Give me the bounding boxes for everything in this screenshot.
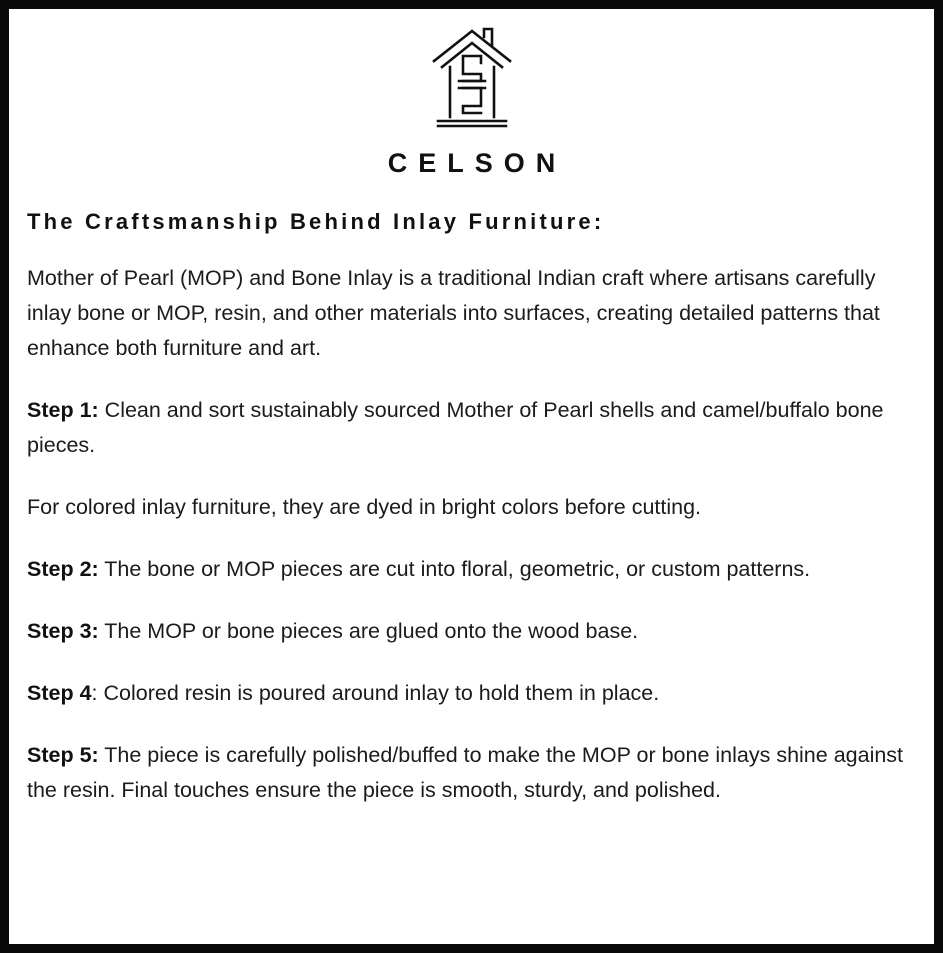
body-copy [27, 261, 916, 808]
step-paragraph [27, 552, 916, 587]
step-paragraph [27, 738, 916, 808]
page-title: The Craftsmanship Behind Inlay Furniture: [27, 209, 605, 234]
step-label: Step 1: [27, 398, 99, 422]
brand-name: CELSON [387, 148, 567, 178]
step-label: Step 3: [27, 619, 99, 643]
step-label: Step 5: [27, 743, 99, 767]
step-text: The piece is carefully polished/buffed to make the MOP or bone inlays shine against the resin. Final touches ensure the piece is smooth, sturdy, and polished. [27, 743, 904, 802]
house-monogram-logo-icon [426, 25, 518, 129]
step-paragraph [27, 490, 916, 525]
step-text: The MOP or bone pieces are glued onto the wood base. [98, 619, 639, 643]
intro-paragraph: Mother of Pearl (MOP) and Bone Inlay is a traditional Indian craft where artisans carefully inlay bone or MOP, resin, and other materials into surfaces, creating detailed patterns that enhance both furniture and art. [27, 266, 880, 360]
step-text: Clean and sort sustainably sourced Mother of Pearl shells and camel/buffalo bone pieces. [27, 398, 884, 457]
step-paragraph [27, 614, 916, 649]
step-text: The bone or MOP pieces are cut into floral, geometric, or custom patterns. [98, 557, 811, 581]
step-label: Step 2: [27, 557, 99, 581]
step-text: For colored inlay furniture, they are dyed in bright colors before cutting. [27, 495, 702, 519]
brand-header [27, 21, 916, 179]
step-text: : Colored resin is poured around inlay to hold them in place. [91, 681, 660, 705]
step-paragraph [27, 676, 916, 711]
step-label: Step 4 [27, 681, 92, 705]
step-paragraph [27, 393, 916, 463]
